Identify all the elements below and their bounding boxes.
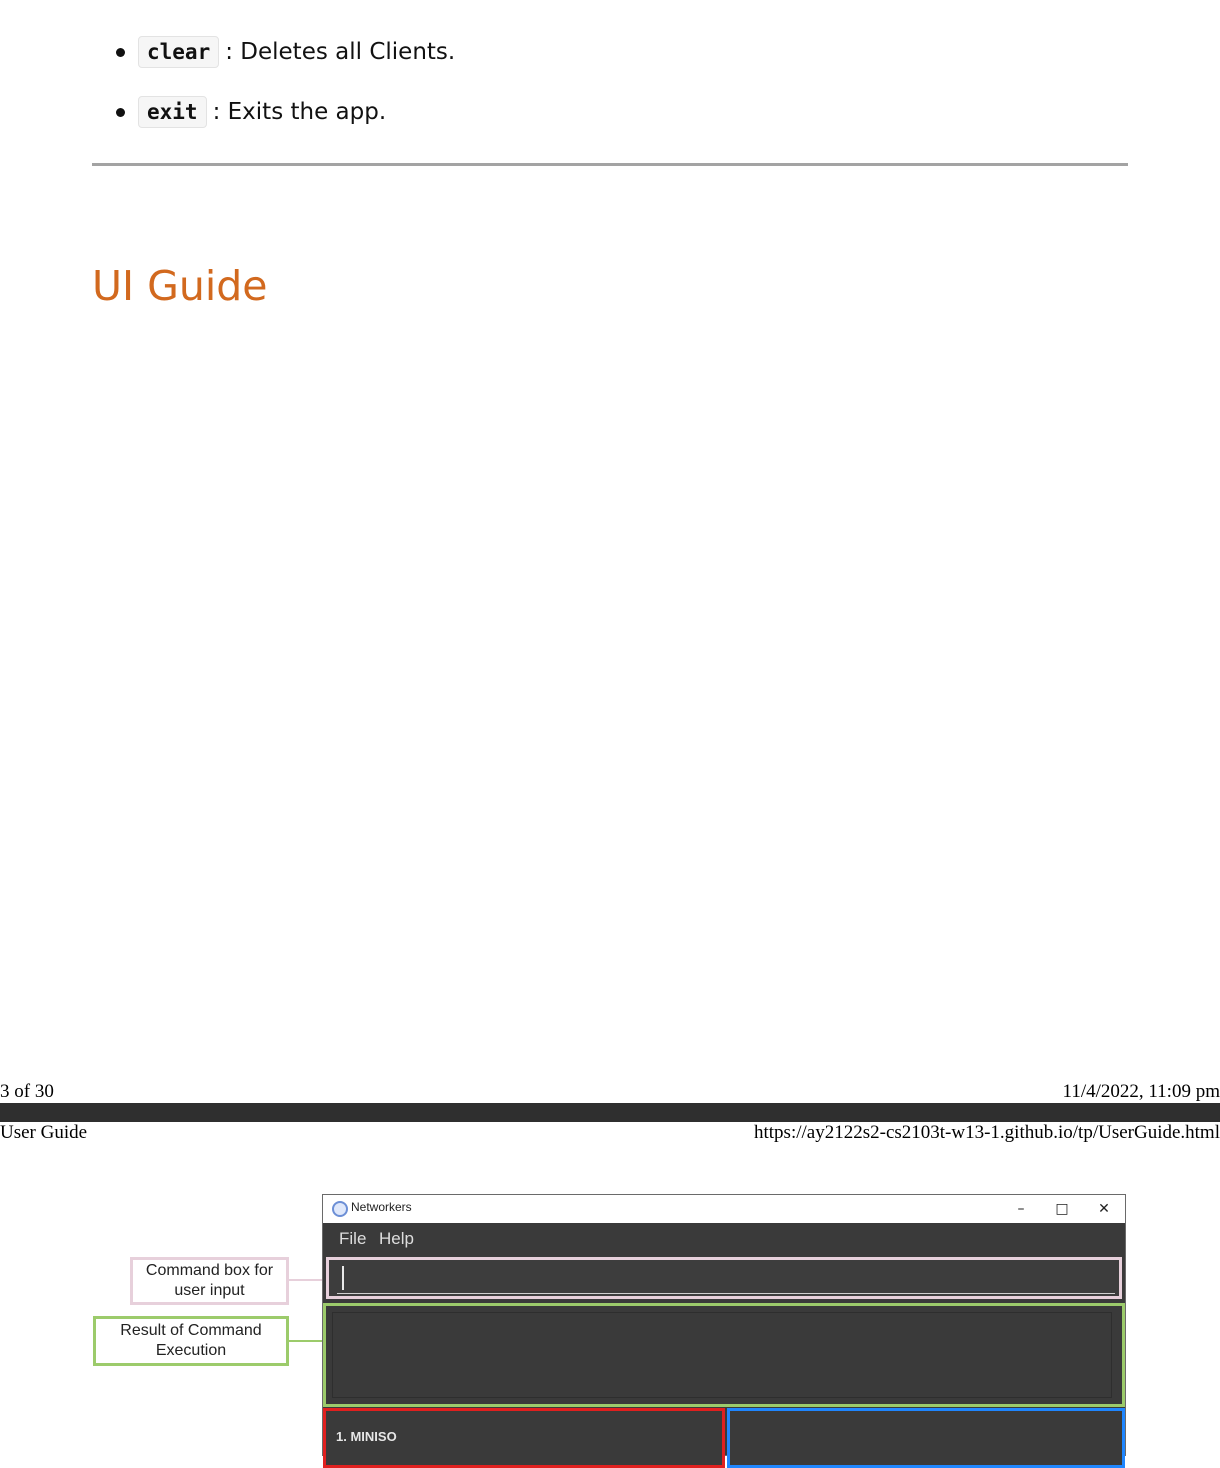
close-icon[interactable]: ✕ (1098, 1201, 1110, 1217)
window-titlebar (323, 1195, 1125, 1223)
window-title: Networkers (351, 1200, 412, 1214)
client-list-item[interactable]: 1. MINISO (336, 1429, 397, 1444)
client-detail-panel (727, 1408, 1125, 1468)
page-number: 3 of 30 (0, 1081, 54, 1102)
menu-help[interactable]: Help (379, 1229, 414, 1248)
app-logo-icon (332, 1201, 348, 1217)
inline-code: exit (138, 96, 207, 128)
maximize-icon[interactable]: □ (1055, 1201, 1069, 1217)
callout-text: Result of Command Execution (120, 1322, 262, 1359)
minimize-icon[interactable]: – (1017, 1201, 1025, 1217)
print-doc-title: User Guide (0, 1122, 88, 1143)
command-summary-list (92, 22, 455, 142)
result-text-area[interactable] (332, 1312, 1112, 1398)
callout-text: Command box for user input (145, 1262, 274, 1299)
menu-bar (323, 1223, 1125, 1255)
page-break-bar (0, 1103, 1220, 1122)
horizontal-rule (92, 163, 1128, 166)
callout-result-box (93, 1316, 289, 1366)
bullet-text: : Exits the app. (212, 99, 387, 125)
bullet-text: : Deletes all Clients. (225, 39, 456, 65)
result-display (323, 1303, 1125, 1407)
command-box (326, 1257, 1122, 1299)
callout-command-box (130, 1257, 289, 1305)
app-window-screenshot (322, 1194, 1126, 1456)
command-input[interactable] (337, 1265, 1115, 1294)
print-timestamp: 11/4/2022, 11:09 pm (1062, 1081, 1220, 1102)
client-list-panel (323, 1408, 725, 1468)
section-heading: UI Guide (92, 262, 268, 310)
list-item (92, 22, 455, 82)
list-item (92, 82, 455, 142)
menu-file[interactable]: File (339, 1229, 367, 1248)
inline-code: clear (138, 36, 219, 68)
text-caret (342, 1266, 344, 1290)
print-url[interactable]: https://ay2122s2-cs2103t-w13-1.github.io/tp/UserGuide.html (754, 1122, 1220, 1143)
